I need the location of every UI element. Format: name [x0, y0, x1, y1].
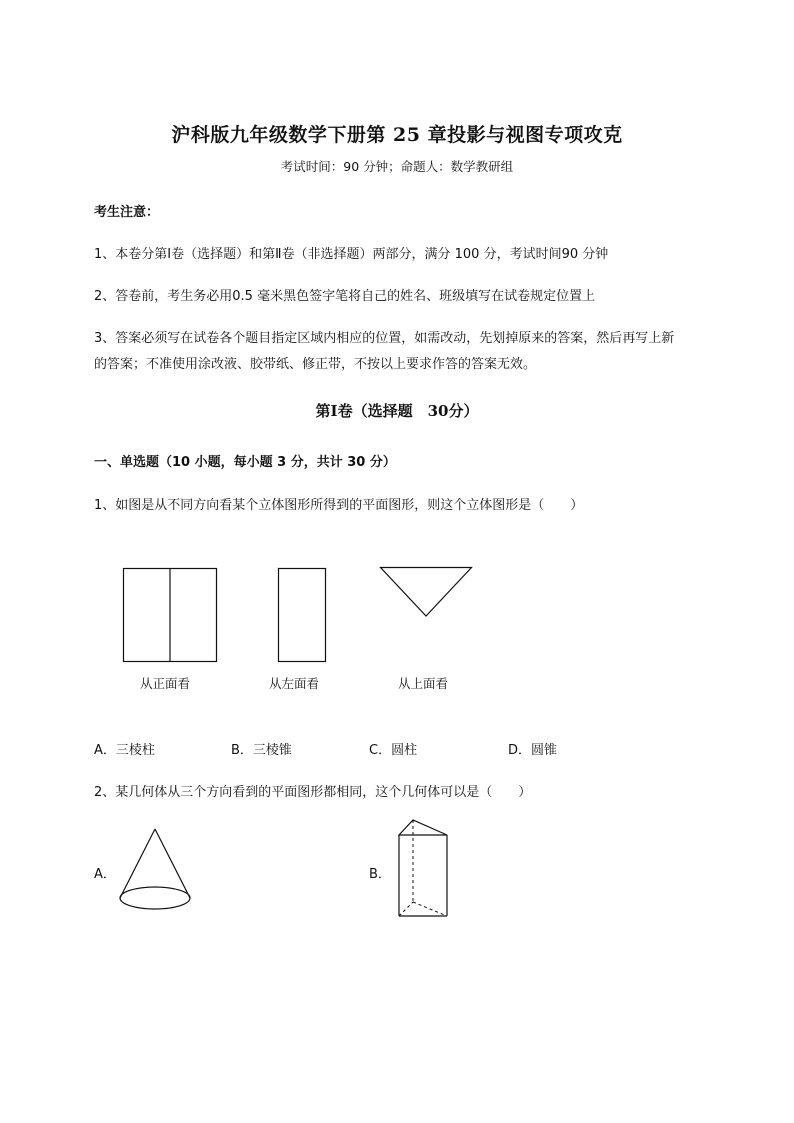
notice-heading: 考生注意：	[94, 205, 160, 220]
left-view-caption: 从左面看	[269, 676, 320, 691]
question-1-option-d[interactable]: D．圆锥	[508, 743, 558, 758]
cone-figure	[115, 826, 195, 914]
question-1-stem: 1、如图是从不同方向看某个立体图形所得到的平面图形，则这个立体图形是（ ）	[94, 498, 584, 513]
notice-item-1: 1、本卷分第Ⅰ卷（选择题）和第Ⅱ卷（非选择题）两部分，满分 100 分，考试时间90 分钟	[94, 247, 609, 262]
notice-item-3: 3、答案必须写在试卷各个题目指定区域内相应的位置，如需改动，先划掉原来的答案，然后再写上新	[94, 331, 675, 346]
top-view-figure	[377, 564, 475, 620]
notice-item-3-cont: 的答案；不准使用涂改液、胶带纸、修正带，不按以上要求作答的答案无效。	[94, 357, 537, 372]
question-2-option-a[interactable]: A．	[94, 867, 116, 882]
exam-info: 考试时间：90 分钟；命题人：数学教研组	[280, 159, 514, 174]
notice-item-2: 2、答卷前，考生务必用0.5 毫米黑色签字笔将自己的姓名、班级填写在试卷规定位置上	[94, 289, 596, 304]
page-title: 沪科版九年级数学下册第 25 章投影与视图专项攻克	[171, 124, 623, 146]
section-title: 第Ⅰ卷（选择题 30分）	[315, 402, 479, 420]
front-view-figure	[120, 565, 220, 665]
left-view-figure	[275, 565, 329, 665]
question-2-option-b[interactable]: B．	[369, 867, 391, 882]
question-1-option-b[interactable]: B．三棱锥	[231, 743, 292, 758]
top-view-caption: 从上面看	[398, 676, 449, 691]
question-1-option-c[interactable]: C．圆柱	[369, 743, 418, 758]
triangular-prism-figure	[392, 815, 456, 921]
question-2-stem: 2、某几何体从三个方向看到的平面图形都相同，这个几何体可以是（ ）	[94, 785, 532, 800]
question-1-option-a[interactable]: A．三棱柱	[94, 743, 155, 758]
part-title: 一、单选题（10 小题，每小题 3 分，共计 30 分）	[94, 455, 396, 470]
front-view-caption: 从正面看	[140, 676, 191, 691]
